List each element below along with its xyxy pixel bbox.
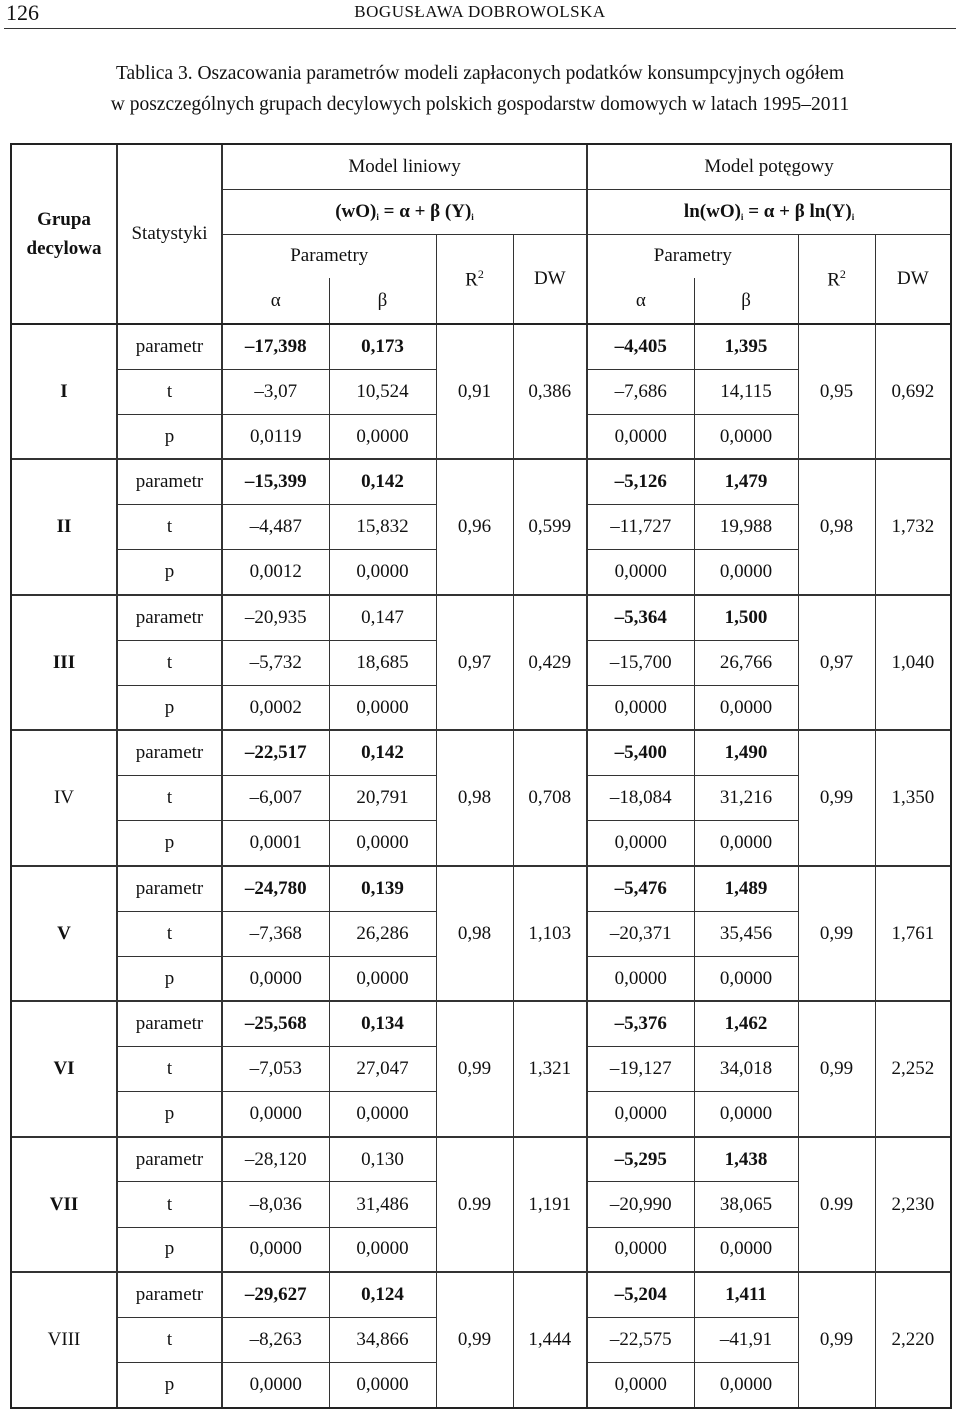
table-row xyxy=(11,730,951,775)
power-alpha-cell: –20,990 xyxy=(587,1182,694,1227)
table-body xyxy=(11,144,951,1408)
header-group-label: Grupa decylowa xyxy=(26,209,102,259)
linear-dw-cell: 1,321 xyxy=(513,1001,587,1136)
linear-alpha-cell: –22,517 xyxy=(222,730,329,775)
linear-formula-rhs: = α + β (Y) xyxy=(378,200,472,222)
power-alpha-cell: 0,0000 xyxy=(587,821,694,866)
power-formula-rhs: = α + β ln(Y) xyxy=(743,200,852,222)
table-row xyxy=(11,1137,951,1182)
power-beta-cell: 1,489 xyxy=(694,866,798,911)
power-beta-cell: 0,0000 xyxy=(694,821,798,866)
power-alpha-cell: –5,476 xyxy=(587,866,694,911)
linear-alpha-cell: 0,0000 xyxy=(222,1227,329,1272)
linear-r2-cell: 0,98 xyxy=(436,730,513,865)
power-alpha-cell: –19,127 xyxy=(587,1047,694,1092)
header-linear-alpha: α xyxy=(222,278,329,324)
table-row xyxy=(11,1001,951,1046)
power-alpha-cell: –11,727 xyxy=(587,505,694,550)
linear-beta-cell: 18,685 xyxy=(329,640,436,685)
linear-beta-cell: 0,0000 xyxy=(329,821,436,866)
linear-alpha-cell: –20,935 xyxy=(222,595,329,640)
power-alpha-cell: 0,0000 xyxy=(587,414,694,459)
power-beta-cell: 26,766 xyxy=(694,640,798,685)
power-r2-cell: 0,98 xyxy=(798,459,875,594)
linear-alpha-cell: –28,120 xyxy=(222,1137,329,1182)
linear-beta-cell: 0,130 xyxy=(329,1137,436,1182)
linear-beta-cell: 0,0000 xyxy=(329,685,436,730)
header-power-beta: β xyxy=(694,278,798,324)
linear-alpha-cell: –17,398 xyxy=(222,324,329,369)
header-power-parameters: Parametry xyxy=(587,234,798,278)
group-label: IV xyxy=(11,730,117,865)
header-power-dw: DW xyxy=(875,234,951,324)
header-power-alpha: α xyxy=(587,278,694,324)
stat-label: parametr xyxy=(117,1272,222,1317)
linear-alpha-cell: 0,0000 xyxy=(222,1363,329,1408)
power-dw-cell: 1,732 xyxy=(875,459,951,594)
linear-beta-cell: 0,124 xyxy=(329,1272,436,1317)
linear-dw-cell: 0,386 xyxy=(513,324,587,459)
power-beta-cell: 34,018 xyxy=(694,1047,798,1092)
power-beta-cell: 0,0000 xyxy=(694,956,798,1001)
power-dw-cell: 2,252 xyxy=(875,1001,951,1136)
power-dw-cell: 0,692 xyxy=(875,324,951,459)
header-linear-r2 xyxy=(436,234,513,324)
group-label: V xyxy=(11,866,117,1001)
power-beta-cell: 14,115 xyxy=(694,369,798,414)
power-beta-cell: 1,411 xyxy=(694,1272,798,1317)
linear-alpha-cell: –3,07 xyxy=(222,369,329,414)
linear-alpha-cell: –15,399 xyxy=(222,459,329,504)
power-alpha-cell: –5,376 xyxy=(587,1001,694,1046)
power-dw-cell: 1,040 xyxy=(875,595,951,730)
linear-formula-lhs: (wO) xyxy=(335,200,377,222)
power-alpha-cell: –4,405 xyxy=(587,324,694,369)
power-alpha-cell: 0,0000 xyxy=(587,1092,694,1137)
stat-label: p xyxy=(117,956,222,1001)
linear-dw-cell: 1,103 xyxy=(513,866,587,1001)
stat-label: p xyxy=(117,821,222,866)
table-row xyxy=(11,595,951,640)
linear-alpha-cell: –8,036 xyxy=(222,1182,329,1227)
power-alpha-cell: –5,295 xyxy=(587,1137,694,1182)
linear-r2-cell: 0,98 xyxy=(436,866,513,1001)
power-formula-sub2: i xyxy=(851,211,855,222)
stat-label: t xyxy=(117,369,222,414)
power-beta-cell: 35,456 xyxy=(694,911,798,956)
power-alpha-cell: –15,700 xyxy=(587,640,694,685)
stat-label: p xyxy=(117,1227,222,1272)
power-alpha-cell: 0,0000 xyxy=(587,1227,694,1272)
linear-beta-cell: 0,134 xyxy=(329,1001,436,1046)
stat-label: p xyxy=(117,1092,222,1137)
linear-beta-cell: 0,147 xyxy=(329,595,436,640)
power-dw-cell: 2,220 xyxy=(875,1272,951,1408)
stat-label: t xyxy=(117,911,222,956)
linear-r2-cell: 0,96 xyxy=(436,459,513,594)
linear-dw-cell: 1,444 xyxy=(513,1272,587,1408)
linear-r2-cell: 0,99 xyxy=(436,1001,513,1136)
power-r2-cell: 0,97 xyxy=(798,595,875,730)
power-beta-cell: 1,500 xyxy=(694,595,798,640)
linear-alpha-cell: 0,0012 xyxy=(222,550,329,595)
linear-beta-cell: 0,0000 xyxy=(329,550,436,595)
power-alpha-cell: –5,126 xyxy=(587,459,694,504)
power-alpha-cell: –22,575 xyxy=(587,1317,694,1362)
power-dw-cell: 1,761 xyxy=(875,866,951,1001)
linear-formula-sub2: i xyxy=(471,211,474,222)
stat-label: t xyxy=(117,776,222,821)
power-r2-cell: 0,99 xyxy=(798,866,875,1001)
stat-label: parametr xyxy=(117,595,222,640)
stat-label: t xyxy=(117,505,222,550)
stat-label: t xyxy=(117,1047,222,1092)
power-beta-cell: 1,438 xyxy=(694,1137,798,1182)
power-r2-cell: 0,99 xyxy=(798,1272,875,1408)
header-stats: Statystyki xyxy=(117,144,222,324)
power-beta-cell: 1,490 xyxy=(694,730,798,775)
power-formula-sub: i xyxy=(740,211,744,222)
power-alpha-cell: –18,084 xyxy=(587,776,694,821)
header-power-r2 xyxy=(798,234,875,324)
linear-alpha-cell: –4,487 xyxy=(222,505,329,550)
power-beta-cell: 0,0000 xyxy=(694,685,798,730)
linear-alpha-cell: –8,263 xyxy=(222,1317,329,1362)
power-dw-cell: 1,350 xyxy=(875,730,951,865)
power-beta-cell: 1,462 xyxy=(694,1001,798,1046)
stat-label: parametr xyxy=(117,1001,222,1046)
linear-beta-cell: 0,139 xyxy=(329,866,436,911)
power-beta-cell: –41,91 xyxy=(694,1317,798,1362)
stat-label: t xyxy=(117,640,222,685)
power-dw-cell: 2,230 xyxy=(875,1137,951,1272)
header-rule xyxy=(4,28,956,29)
linear-beta-cell: 0,0000 xyxy=(329,1092,436,1137)
power-alpha-cell: –5,364 xyxy=(587,595,694,640)
linear-dw-cell: 0,429 xyxy=(513,595,587,730)
power-r2-cell: 0.99 xyxy=(798,1137,875,1272)
linear-beta-cell: 0,0000 xyxy=(329,414,436,459)
header-linear-parameters: Parametry xyxy=(222,234,436,278)
caption-line-1: Tablica 3. Oszacowania parametrów modeli zapłaconych podatków konsumpcyjnych ogółem xyxy=(115,63,845,84)
power-beta-cell: 19,988 xyxy=(694,505,798,550)
stat-label: parametr xyxy=(117,324,222,369)
group-label: III xyxy=(11,595,117,730)
stat-label: parametr xyxy=(117,730,222,775)
linear-beta-cell: 34,866 xyxy=(329,1317,436,1362)
linear-alpha-cell: –24,780 xyxy=(222,866,329,911)
table-row xyxy=(11,324,951,369)
linear-dw-cell: 0,708 xyxy=(513,730,587,865)
r2-label: R xyxy=(827,268,840,290)
table-row xyxy=(11,1272,951,1317)
power-beta-cell: 31,216 xyxy=(694,776,798,821)
stat-label: p xyxy=(117,414,222,459)
linear-alpha-cell: 0,0002 xyxy=(222,685,329,730)
linear-alpha-cell: 0,0000 xyxy=(222,956,329,1001)
r2-superscript: 2 xyxy=(839,266,846,281)
power-r2-cell: 0,95 xyxy=(798,324,875,459)
linear-beta-cell: 0,0000 xyxy=(329,1363,436,1408)
linear-dw-cell: 1,191 xyxy=(513,1137,587,1272)
running-head: BOGUSŁAWA DOBROWOLSKA xyxy=(354,2,606,21)
linear-alpha-cell: –7,053 xyxy=(222,1047,329,1092)
power-alpha-cell: 0,0000 xyxy=(587,1363,694,1408)
stat-label: p xyxy=(117,1363,222,1408)
caption-line-2: w poszczególnych grupach decylowych polskich gospodarstw domowych w latach 1995–2011 xyxy=(110,94,850,115)
stat-label: parametr xyxy=(117,866,222,911)
stat-label: p xyxy=(117,550,222,595)
stat-label: t xyxy=(117,1317,222,1362)
power-beta-cell: 0,0000 xyxy=(694,1227,798,1272)
power-beta-cell: 0,0000 xyxy=(694,1363,798,1408)
linear-beta-cell: 0,142 xyxy=(329,730,436,775)
linear-r2-cell: 0,97 xyxy=(436,595,513,730)
power-formula-lhs: ln(wO) xyxy=(683,200,741,222)
group-label: I xyxy=(11,324,117,459)
power-beta-cell: 1,395 xyxy=(694,324,798,369)
power-alpha-cell: –20,371 xyxy=(587,911,694,956)
group-label: VI xyxy=(11,1001,117,1136)
linear-beta-cell: 27,047 xyxy=(329,1047,436,1092)
r2-label: R xyxy=(465,268,478,290)
header-linear-beta: β xyxy=(329,278,436,324)
power-alpha-cell: –7,686 xyxy=(587,369,694,414)
linear-alpha-cell: –29,627 xyxy=(222,1272,329,1317)
header-linear-formula xyxy=(222,189,587,234)
linear-r2-cell: 0,99 xyxy=(436,1272,513,1408)
header-power-formula xyxy=(587,189,951,234)
linear-r2-cell: 0,91 xyxy=(436,324,513,459)
power-r2-cell: 0,99 xyxy=(798,1001,875,1136)
linear-alpha-cell: –6,007 xyxy=(222,776,329,821)
header-linear-dw: DW xyxy=(513,234,587,324)
power-beta-cell: 0,0000 xyxy=(694,1092,798,1137)
table-row xyxy=(11,459,951,504)
power-alpha-cell: 0,0000 xyxy=(587,956,694,1001)
linear-beta-cell: 0,0000 xyxy=(329,956,436,1001)
linear-formula-sub: i xyxy=(376,211,379,222)
linear-alpha-cell: 0,0001 xyxy=(222,821,329,866)
table-caption xyxy=(0,58,960,120)
linear-beta-cell: 20,791 xyxy=(329,776,436,821)
stat-label: t xyxy=(117,1182,222,1227)
linear-beta-cell: 0,0000 xyxy=(329,1227,436,1272)
linear-dw-cell: 0,599 xyxy=(513,459,587,594)
linear-alpha-cell: 0,0119 xyxy=(222,414,329,459)
linear-beta-cell: 26,286 xyxy=(329,911,436,956)
power-beta-cell: 0,0000 xyxy=(694,414,798,459)
linear-beta-cell: 10,524 xyxy=(329,369,436,414)
group-label: II xyxy=(11,459,117,594)
linear-beta-cell: 0,142 xyxy=(329,459,436,504)
group-label: VII xyxy=(11,1137,117,1272)
linear-beta-cell: 15,832 xyxy=(329,505,436,550)
linear-alpha-cell: 0,0000 xyxy=(222,1092,329,1137)
header-row-1 xyxy=(11,144,951,189)
table-row xyxy=(11,866,951,911)
r2-superscript: 2 xyxy=(477,266,484,281)
stat-label: parametr xyxy=(117,459,222,504)
power-beta-cell: 38,065 xyxy=(694,1182,798,1227)
stat-label: p xyxy=(117,685,222,730)
linear-alpha-cell: –25,568 xyxy=(222,1001,329,1046)
power-alpha-cell: –5,400 xyxy=(587,730,694,775)
power-alpha-cell: 0,0000 xyxy=(587,685,694,730)
header-linear-model: Model liniowy xyxy=(222,144,587,189)
power-beta-cell: 0,0000 xyxy=(694,550,798,595)
linear-beta-cell: 31,486 xyxy=(329,1182,436,1227)
power-r2-cell: 0,99 xyxy=(798,730,875,865)
linear-alpha-cell: –7,368 xyxy=(222,911,329,956)
header-group xyxy=(11,144,117,324)
stat-label: parametr xyxy=(117,1137,222,1182)
group-label: VIII xyxy=(11,1272,117,1408)
linear-alpha-cell: –5,732 xyxy=(222,640,329,685)
linear-beta-cell: 0,173 xyxy=(329,324,436,369)
power-beta-cell: 1,479 xyxy=(694,459,798,504)
header-power-model: Model potęgowy xyxy=(587,144,951,189)
page-number: 126 xyxy=(6,0,39,25)
power-alpha-cell: 0,0000 xyxy=(587,550,694,595)
linear-r2-cell: 0.99 xyxy=(436,1137,513,1272)
power-alpha-cell: –5,204 xyxy=(587,1272,694,1317)
estimates-table xyxy=(10,143,952,1409)
